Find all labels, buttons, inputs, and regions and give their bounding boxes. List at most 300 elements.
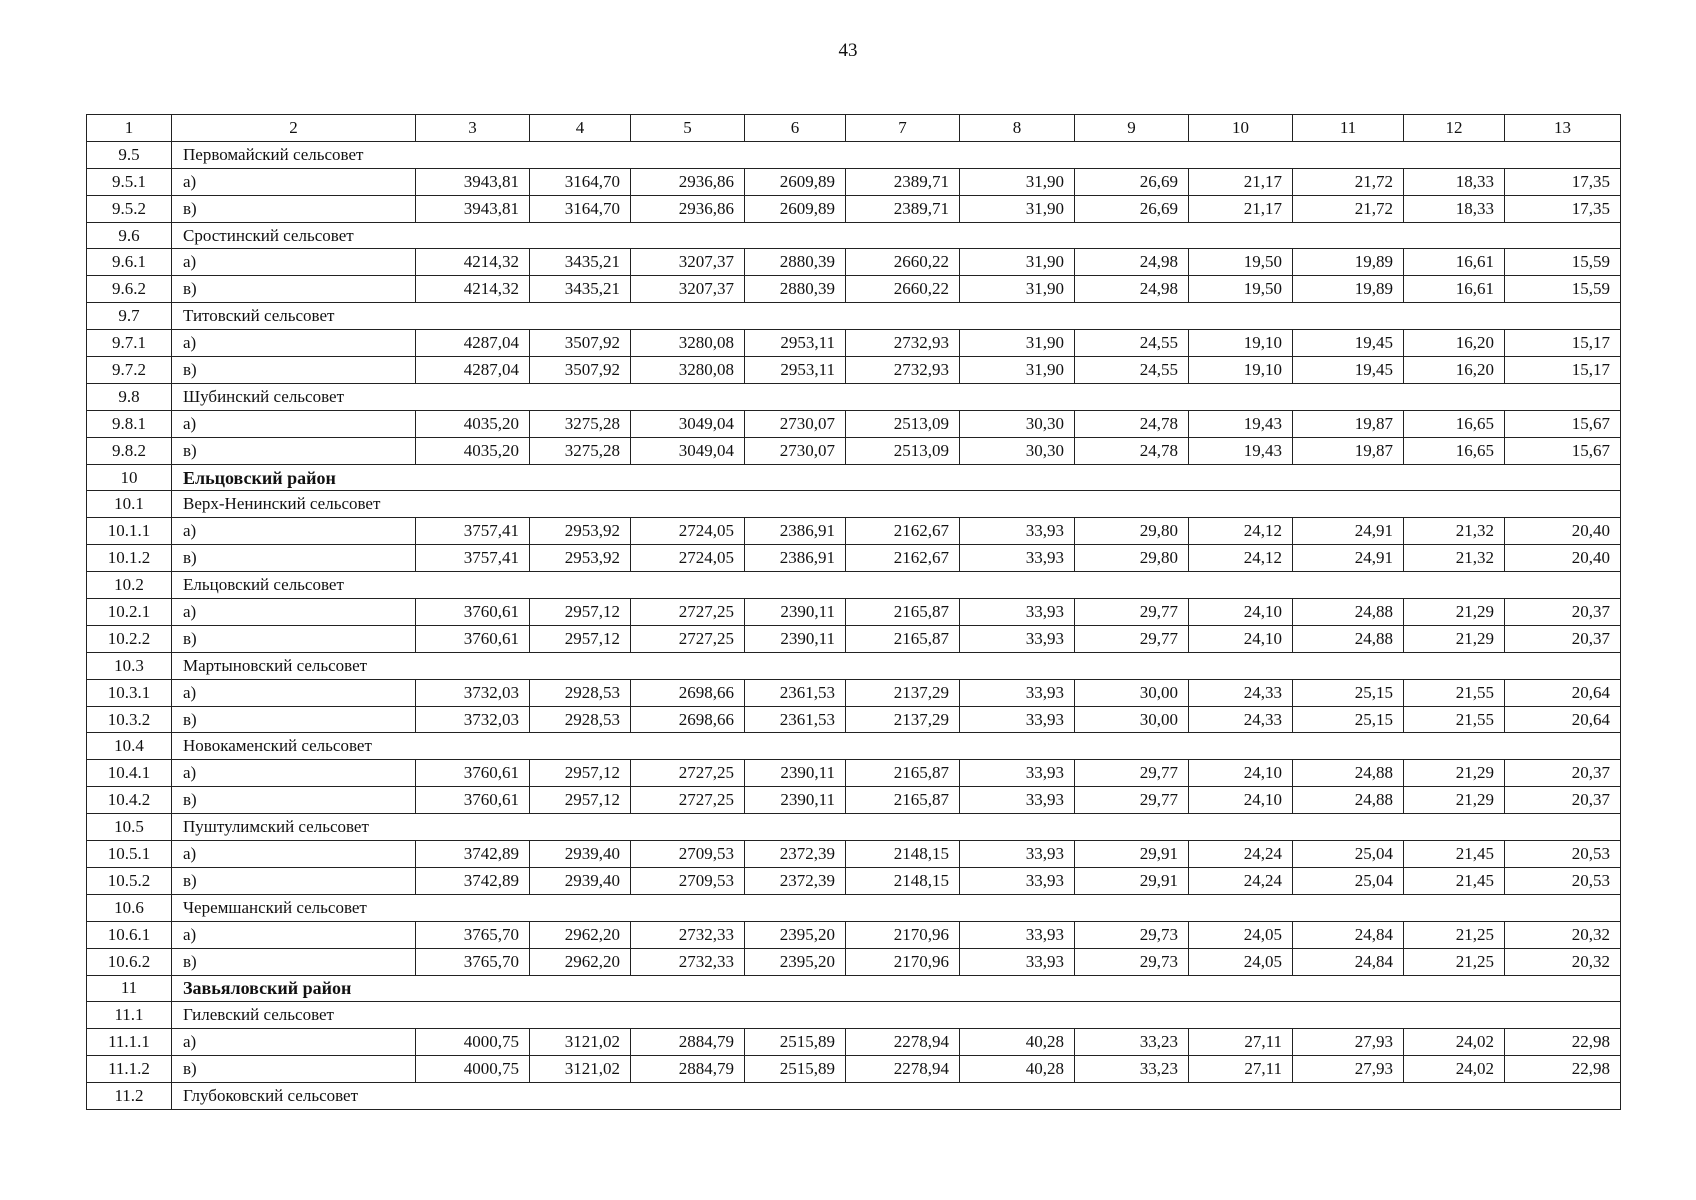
value-cell: 24,10: [1189, 760, 1293, 787]
row-number-cell: 11.1.2: [87, 1056, 172, 1083]
value-cell: 33,93: [960, 867, 1075, 894]
value-cell: 2957,12: [530, 787, 631, 814]
value-cell: 20,37: [1505, 625, 1621, 652]
value-cell: 3164,70: [530, 195, 631, 222]
value-cell: 25,04: [1293, 841, 1404, 868]
value-cell: 3760,61: [416, 599, 530, 626]
column-number-cell: 13: [1505, 115, 1621, 142]
value-cell: 2390,11: [745, 599, 846, 626]
value-cell: 2709,53: [631, 867, 745, 894]
value-cell: 4035,20: [416, 410, 530, 437]
value-cell: 16,65: [1404, 410, 1505, 437]
value-cell: 2939,40: [530, 867, 631, 894]
value-cell: 3121,02: [530, 1056, 631, 1083]
value-cell: 2361,53: [745, 706, 846, 733]
value-cell: 24,10: [1189, 787, 1293, 814]
row-number-cell: 10.5.2: [87, 867, 172, 894]
value-cell: 19,50: [1189, 249, 1293, 276]
section-row: [87, 303, 1621, 330]
row-number-cell: 10.5.1: [87, 841, 172, 868]
section-title-cell: Первомайский сельсовет: [172, 141, 1621, 168]
row-number-cell: 11.1.1: [87, 1029, 172, 1056]
value-cell: 2939,40: [530, 841, 631, 868]
value-cell: 21,72: [1293, 168, 1404, 195]
value-cell: 33,93: [960, 948, 1075, 975]
value-cell: 2730,07: [745, 410, 846, 437]
value-cell: 2372,39: [745, 867, 846, 894]
value-cell: 21,29: [1404, 760, 1505, 787]
value-cell: 3435,21: [530, 249, 631, 276]
value-cell: 22,98: [1505, 1056, 1621, 1083]
table-row: [87, 437, 1621, 464]
value-cell: 20,64: [1505, 679, 1621, 706]
value-cell: 30,30: [960, 437, 1075, 464]
value-cell: 3507,92: [530, 357, 631, 384]
value-cell: 2386,91: [745, 518, 846, 545]
row-label-cell: а): [172, 679, 416, 706]
value-cell: 30,00: [1075, 679, 1189, 706]
column-number-cell: 7: [846, 115, 960, 142]
row-number-cell: 10.1.2: [87, 545, 172, 572]
value-cell: 3280,08: [631, 357, 745, 384]
row-number-cell: 9.5: [87, 141, 172, 168]
value-cell: 2727,25: [631, 599, 745, 626]
table-row: [87, 706, 1621, 733]
section-row: [87, 814, 1621, 841]
value-cell: 4287,04: [416, 330, 530, 357]
value-cell: 3760,61: [416, 625, 530, 652]
value-cell: 17,35: [1505, 195, 1621, 222]
value-cell: 30,30: [960, 410, 1075, 437]
value-cell: 33,23: [1075, 1029, 1189, 1056]
value-cell: 16,20: [1404, 330, 1505, 357]
value-cell: 2732,93: [846, 330, 960, 357]
row-label-cell: а): [172, 599, 416, 626]
value-cell: 29,80: [1075, 518, 1189, 545]
value-cell: 33,23: [1075, 1056, 1189, 1083]
value-cell: 3280,08: [631, 330, 745, 357]
value-cell: 24,88: [1293, 760, 1404, 787]
section-title-cell: Мартыновский сельсовет: [172, 652, 1621, 679]
value-cell: 24,05: [1189, 948, 1293, 975]
value-cell: 21,17: [1189, 195, 1293, 222]
value-cell: 19,10: [1189, 357, 1293, 384]
value-cell: 2389,71: [846, 168, 960, 195]
value-cell: 2361,53: [745, 679, 846, 706]
row-label-cell: а): [172, 1029, 416, 1056]
value-cell: 2884,79: [631, 1029, 745, 1056]
column-number-cell: 4: [530, 115, 631, 142]
value-cell: 17,35: [1505, 168, 1621, 195]
value-cell: 31,90: [960, 168, 1075, 195]
value-cell: 16,20: [1404, 357, 1505, 384]
value-cell: 31,90: [960, 195, 1075, 222]
value-cell: 2278,94: [846, 1029, 960, 1056]
row-label-cell: в): [172, 948, 416, 975]
value-cell: 2884,79: [631, 1056, 745, 1083]
value-cell: 3435,21: [530, 276, 631, 303]
value-cell: 29,91: [1075, 867, 1189, 894]
value-cell: 3275,28: [530, 437, 631, 464]
value-cell: 27,11: [1189, 1056, 1293, 1083]
column-number-cell: 9: [1075, 115, 1189, 142]
value-cell: 2936,86: [631, 195, 745, 222]
row-label-cell: а): [172, 760, 416, 787]
value-cell: 2880,39: [745, 276, 846, 303]
row-number-cell: 9.5.1: [87, 168, 172, 195]
value-cell: 24,02: [1404, 1029, 1505, 1056]
row-label-cell: в): [172, 625, 416, 652]
value-cell: 24,98: [1075, 249, 1189, 276]
value-cell: 27,93: [1293, 1056, 1404, 1083]
value-cell: 3742,89: [416, 867, 530, 894]
value-cell: 15,59: [1505, 276, 1621, 303]
row-number-cell: 10.3.2: [87, 706, 172, 733]
value-cell: 24,24: [1189, 867, 1293, 894]
table-body: [87, 115, 1621, 1110]
value-cell: 2698,66: [631, 706, 745, 733]
value-cell: 19,87: [1293, 437, 1404, 464]
value-cell: 2732,33: [631, 921, 745, 948]
row-number-cell: 10.2: [87, 572, 172, 599]
value-cell: 24,12: [1189, 518, 1293, 545]
value-cell: 2389,71: [846, 195, 960, 222]
value-cell: 2953,11: [745, 357, 846, 384]
value-cell: 24,98: [1075, 276, 1189, 303]
row-number-cell: 9.8: [87, 383, 172, 410]
value-cell: 19,50: [1189, 276, 1293, 303]
column-number-cell: 6: [745, 115, 846, 142]
value-cell: 19,10: [1189, 330, 1293, 357]
value-cell: 24,02: [1404, 1056, 1505, 1083]
value-cell: 24,55: [1075, 357, 1189, 384]
value-cell: 2148,15: [846, 867, 960, 894]
value-cell: 21,32: [1404, 545, 1505, 572]
value-cell: 3049,04: [631, 410, 745, 437]
row-number-cell: 9.6: [87, 222, 172, 249]
value-cell: 2609,89: [745, 195, 846, 222]
table-row: [87, 787, 1621, 814]
row-label-cell: в): [172, 1056, 416, 1083]
section-row: [87, 141, 1621, 168]
value-cell: 2162,67: [846, 545, 960, 572]
value-cell: 33,93: [960, 599, 1075, 626]
row-number-cell: 9.6.2: [87, 276, 172, 303]
value-cell: 24,05: [1189, 921, 1293, 948]
value-cell: 2732,93: [846, 357, 960, 384]
row-number-cell: 10.4.2: [87, 787, 172, 814]
value-cell: 24,91: [1293, 518, 1404, 545]
value-cell: 3732,03: [416, 679, 530, 706]
value-cell: 3207,37: [631, 276, 745, 303]
value-cell: 21,32: [1404, 518, 1505, 545]
value-cell: 20,40: [1505, 545, 1621, 572]
value-cell: 4000,75: [416, 1029, 530, 1056]
value-cell: 3049,04: [631, 437, 745, 464]
value-cell: 4035,20: [416, 437, 530, 464]
table-row: [87, 679, 1621, 706]
value-cell: 2165,87: [846, 625, 960, 652]
value-cell: 2390,11: [745, 787, 846, 814]
value-cell: 2727,25: [631, 787, 745, 814]
value-cell: 19,89: [1293, 249, 1404, 276]
table-row: [87, 410, 1621, 437]
section-title-cell: Пуштулимский сельсовет: [172, 814, 1621, 841]
value-cell: 2372,39: [745, 841, 846, 868]
row-label-cell: в): [172, 357, 416, 384]
value-cell: 24,33: [1189, 679, 1293, 706]
table-row: [87, 330, 1621, 357]
value-cell: 24,10: [1189, 599, 1293, 626]
value-cell: 3943,81: [416, 168, 530, 195]
row-number-cell: 10.1.1: [87, 518, 172, 545]
column-number-cell: 11: [1293, 115, 1404, 142]
value-cell: 21,55: [1404, 706, 1505, 733]
value-cell: 2953,92: [530, 518, 631, 545]
row-label-cell: а): [172, 410, 416, 437]
value-cell: 2928,53: [530, 706, 631, 733]
section-row: [87, 383, 1621, 410]
value-cell: 3943,81: [416, 195, 530, 222]
row-label-cell: а): [172, 168, 416, 195]
value-cell: 33,93: [960, 787, 1075, 814]
row-number-cell: 10.4.1: [87, 760, 172, 787]
value-cell: 20,53: [1505, 841, 1621, 868]
value-cell: 3760,61: [416, 760, 530, 787]
value-cell: 2137,29: [846, 706, 960, 733]
row-label-cell: а): [172, 330, 416, 357]
header-row: [87, 115, 1621, 142]
value-cell: 24,91: [1293, 545, 1404, 572]
value-cell: 20,64: [1505, 706, 1621, 733]
value-cell: 2962,20: [530, 948, 631, 975]
value-cell: 24,88: [1293, 625, 1404, 652]
value-cell: 21,45: [1404, 867, 1505, 894]
value-cell: 24,24: [1189, 841, 1293, 868]
row-number-cell: 10.2.1: [87, 599, 172, 626]
column-number-cell: 2: [172, 115, 416, 142]
table-row: [87, 625, 1621, 652]
value-cell: 15,67: [1505, 437, 1621, 464]
section-title-cell: Шубинский сельсовет: [172, 383, 1621, 410]
page-number: 43: [838, 40, 858, 61]
value-cell: 20,32: [1505, 921, 1621, 948]
value-cell: 22,98: [1505, 1029, 1621, 1056]
value-cell: 16,61: [1404, 276, 1505, 303]
table-row: [87, 357, 1621, 384]
value-cell: 20,37: [1505, 787, 1621, 814]
value-cell: 2515,89: [745, 1029, 846, 1056]
value-cell: 2936,86: [631, 168, 745, 195]
value-cell: 33,93: [960, 841, 1075, 868]
value-cell: 16,65: [1404, 437, 1505, 464]
value-cell: 29,77: [1075, 787, 1189, 814]
value-cell: 19,87: [1293, 410, 1404, 437]
value-cell: 20,40: [1505, 518, 1621, 545]
value-cell: 2957,12: [530, 625, 631, 652]
value-cell: 2513,09: [846, 410, 960, 437]
column-number-cell: 10: [1189, 115, 1293, 142]
row-label-cell: а): [172, 841, 416, 868]
row-label-cell: а): [172, 921, 416, 948]
value-cell: 2730,07: [745, 437, 846, 464]
value-cell: 2724,05: [631, 518, 745, 545]
value-cell: 2732,33: [631, 948, 745, 975]
section-title-cell: Сростинский сельсовет: [172, 222, 1621, 249]
table-row: [87, 518, 1621, 545]
value-cell: 31,90: [960, 276, 1075, 303]
row-number-cell: 10.6.2: [87, 948, 172, 975]
value-cell: 25,04: [1293, 867, 1404, 894]
value-cell: 31,90: [960, 330, 1075, 357]
value-cell: 29,77: [1075, 625, 1189, 652]
value-cell: 27,93: [1293, 1029, 1404, 1056]
value-cell: 3757,41: [416, 518, 530, 545]
value-cell: 19,89: [1293, 276, 1404, 303]
value-cell: 31,90: [960, 357, 1075, 384]
section-row: [87, 652, 1621, 679]
table-row: [87, 841, 1621, 868]
table-row: [87, 276, 1621, 303]
value-cell: 19,45: [1293, 330, 1404, 357]
row-label-cell: в): [172, 867, 416, 894]
table-row: [87, 921, 1621, 948]
value-cell: 2386,91: [745, 545, 846, 572]
value-cell: 15,59: [1505, 249, 1621, 276]
value-cell: 16,61: [1404, 249, 1505, 276]
row-number-cell: 9.8.2: [87, 437, 172, 464]
row-label-cell: а): [172, 518, 416, 545]
value-cell: 33,93: [960, 760, 1075, 787]
value-cell: 29,91: [1075, 841, 1189, 868]
value-cell: 2928,53: [530, 679, 631, 706]
section-title-cell: Гилевский сельсовет: [172, 1002, 1621, 1029]
value-cell: 3164,70: [530, 168, 631, 195]
section-row: [87, 894, 1621, 921]
value-cell: 2957,12: [530, 760, 631, 787]
value-cell: 2165,87: [846, 787, 960, 814]
value-cell: 29,77: [1075, 599, 1189, 626]
value-cell: 3207,37: [631, 249, 745, 276]
row-number-cell: 9.5.2: [87, 195, 172, 222]
value-cell: 24,78: [1075, 410, 1189, 437]
value-cell: 2698,66: [631, 679, 745, 706]
section-row: [87, 1002, 1621, 1029]
row-number-cell: 9.8.1: [87, 410, 172, 437]
row-label-cell: в): [172, 706, 416, 733]
value-cell: 30,00: [1075, 706, 1189, 733]
table-row: [87, 599, 1621, 626]
section-title-cell: Глубоковский сельсовет: [172, 1083, 1621, 1110]
column-number-cell: 8: [960, 115, 1075, 142]
value-cell: 15,67: [1505, 410, 1621, 437]
section-title-cell: Ельцовский сельсовет: [172, 572, 1621, 599]
value-cell: 24,12: [1189, 545, 1293, 572]
value-cell: 26,69: [1075, 168, 1189, 195]
value-cell: 3507,92: [530, 330, 631, 357]
section-title-cell: Новокаменский сельсовет: [172, 733, 1621, 760]
value-cell: 2390,11: [745, 760, 846, 787]
value-cell: 33,93: [960, 921, 1075, 948]
row-number-cell: 11: [87, 975, 172, 1002]
table-row: [87, 168, 1621, 195]
table-row: [87, 760, 1621, 787]
row-label-cell: в): [172, 545, 416, 572]
table-row: [87, 867, 1621, 894]
row-number-cell: 9.7.2: [87, 357, 172, 384]
row-number-cell: 10.5: [87, 814, 172, 841]
value-cell: 2953,92: [530, 545, 631, 572]
table-row: [87, 1056, 1621, 1083]
value-cell: 2724,05: [631, 545, 745, 572]
value-cell: 29,73: [1075, 921, 1189, 948]
row-label-cell: в): [172, 276, 416, 303]
value-cell: 2162,67: [846, 518, 960, 545]
value-cell: 29,80: [1075, 545, 1189, 572]
value-cell: 19,43: [1189, 410, 1293, 437]
value-cell: 2660,22: [846, 276, 960, 303]
table-row: [87, 1029, 1621, 1056]
value-cell: 3742,89: [416, 841, 530, 868]
value-cell: 24,33: [1189, 706, 1293, 733]
value-cell: 21,29: [1404, 625, 1505, 652]
district-row: [87, 975, 1621, 1002]
value-cell: 2148,15: [846, 841, 960, 868]
value-cell: 2957,12: [530, 599, 631, 626]
row-number-cell: 10.1: [87, 491, 172, 518]
value-cell: 2880,39: [745, 249, 846, 276]
value-cell: 19,43: [1189, 437, 1293, 464]
row-number-cell: 11.1: [87, 1002, 172, 1029]
value-cell: 2170,96: [846, 948, 960, 975]
value-cell: 3732,03: [416, 706, 530, 733]
value-cell: 24,10: [1189, 625, 1293, 652]
value-cell: 2395,20: [745, 921, 846, 948]
value-cell: 20,37: [1505, 760, 1621, 787]
value-cell: 2962,20: [530, 921, 631, 948]
value-cell: 2165,87: [846, 760, 960, 787]
value-cell: 2727,25: [631, 760, 745, 787]
table-row: [87, 195, 1621, 222]
value-cell: 20,32: [1505, 948, 1621, 975]
value-cell: 21,72: [1293, 195, 1404, 222]
section-title-cell: Верх-Ненинский сельсовет: [172, 491, 1621, 518]
row-label-cell: а): [172, 249, 416, 276]
value-cell: 2390,11: [745, 625, 846, 652]
value-cell: 33,93: [960, 706, 1075, 733]
section-title-cell: Черемшанский сельсовет: [172, 894, 1621, 921]
row-number-cell: 10.6.1: [87, 921, 172, 948]
value-cell: 2137,29: [846, 679, 960, 706]
value-cell: 21,17: [1189, 168, 1293, 195]
value-cell: 3275,28: [530, 410, 631, 437]
column-number-cell: 3: [416, 115, 530, 142]
value-cell: 18,33: [1404, 195, 1505, 222]
value-cell: 21,25: [1404, 948, 1505, 975]
value-cell: 24,88: [1293, 599, 1404, 626]
section-row: [87, 1083, 1621, 1110]
value-cell: 27,11: [1189, 1029, 1293, 1056]
value-cell: 3765,70: [416, 921, 530, 948]
row-number-cell: 10.6: [87, 894, 172, 921]
value-cell: 33,93: [960, 518, 1075, 545]
value-cell: 40,28: [960, 1029, 1075, 1056]
row-number-cell: 9.7: [87, 303, 172, 330]
value-cell: 15,17: [1505, 357, 1621, 384]
row-label-cell: в): [172, 195, 416, 222]
value-cell: 20,53: [1505, 867, 1621, 894]
section-row: [87, 572, 1621, 599]
